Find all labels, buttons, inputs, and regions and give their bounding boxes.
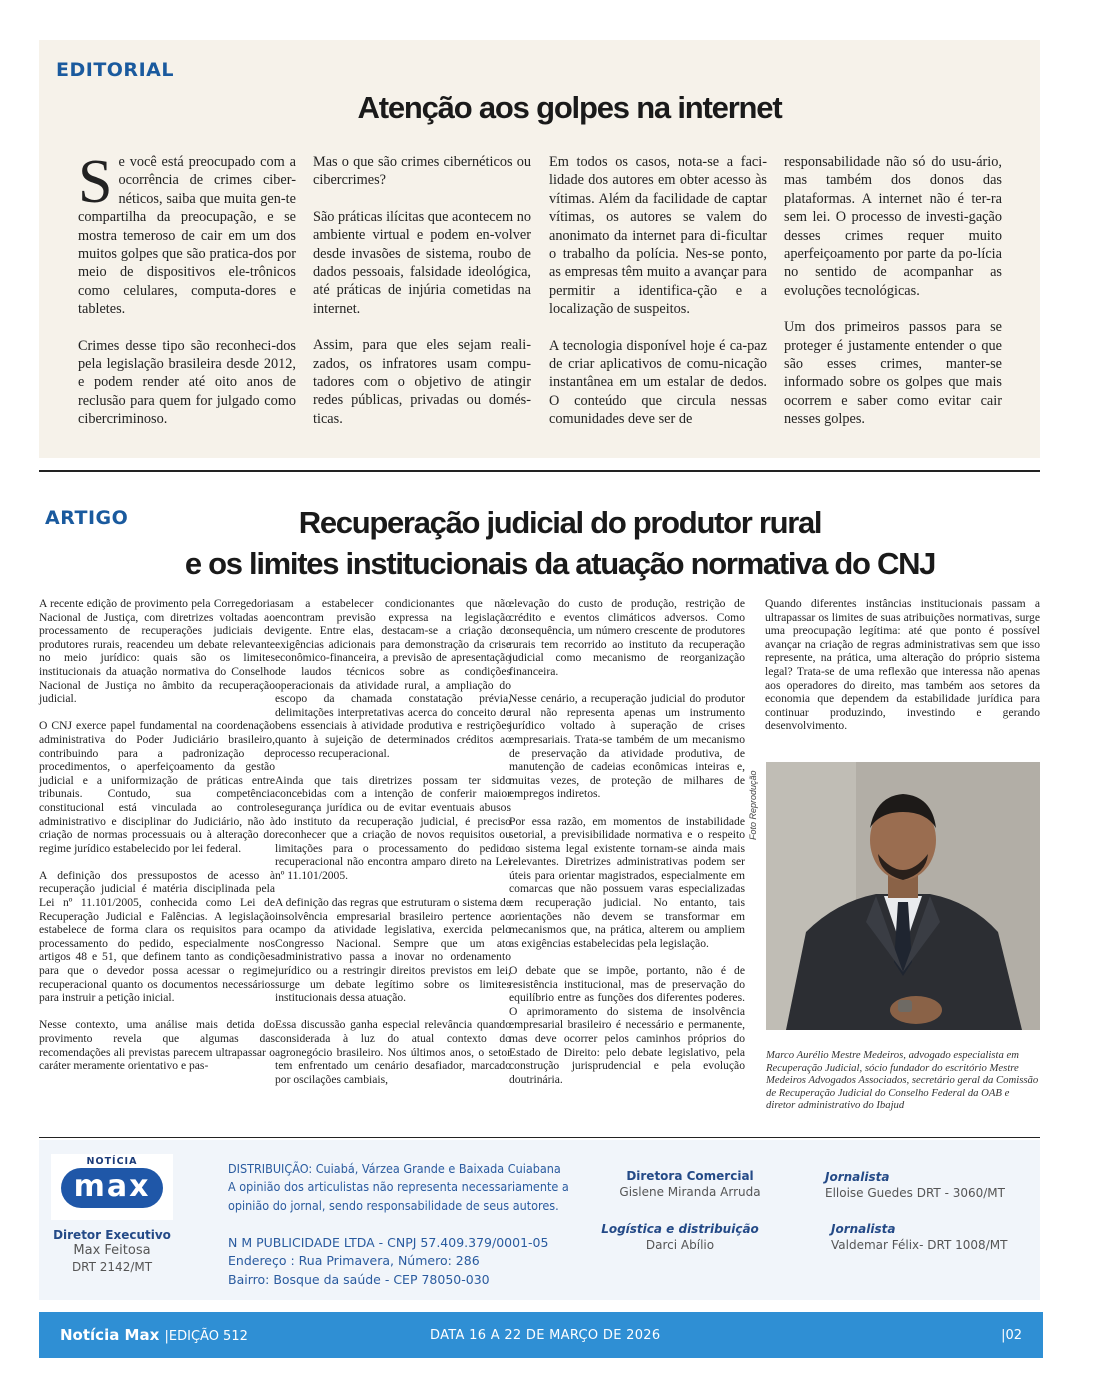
distribution-value: Cuiabá, Várzea Grande e Baixada Cuiabana [315,1161,561,1176]
artigo-paragraph: O CNJ exerce papel fundamental na coordenação administrativa do Poder Judiciário brasileiro, contribuindo para a padronização de procedimentos, o aperfeiçoamento da gestão judicial e a uniformização de práticas entre tribunais. Contudo, sua competência constitucional está vinculada ao controle administrativo e disciplinar do Judiciário, não à criação de normas processuais ou à alteração do regime jurídico estabelecido por lei federal. [39,719,275,855]
logo-top-text: NOTÍCIA [86,1156,138,1167]
editorial-paragraph: A tecnologia disponível hoje é ca-paz de criar aplicativos de comu-nicação instantânea em um estalar de dedos. O conteúdo que circula nessas comunidades deve ser de [549,337,767,428]
commercial-block [595,1168,785,1200]
editorial-column-4 [784,153,1002,429]
director-name: Max Feitosa [73,1243,151,1258]
artigo-paragraph: A recente edição de provimento pela Corregedoria Nacional de Justiça, com diretrizes voltadas ao processamento de recuperações judiciais de produtores rurais, reacendeu um debate relevante no meio jurídico: quais são os limites institucionais da atuação normativa do Conselho Nacional de Justiça no âmbito da recuperação judicial. [39,597,275,706]
editorial-label: EDITORIAL [56,59,174,81]
editorial-column-1 [78,148,296,429]
journalist-1-block [825,1169,1025,1201]
journalist-1-role: Jornalista [825,1170,890,1184]
commercial-role: Diretora Comercial [626,1169,754,1183]
page-footer-bar [39,1312,1043,1358]
noticia-max-logo[interactable] [51,1154,173,1220]
editorial-paragraph: Em todos os casos, nota-se a faci-lidade dos autores em obter acesso às vítimas. Além da facilidade de captar vítimas, os autores se valem do anonimato da internet para di-ficultar o trabalho da polícia. Nes-se ponto, as empresas têm muito a avançar para permitir a identifica-ção e a localização de suspeitos. [549,154,767,318]
drop-cap: S [78,148,113,216]
artigo-paragraph: Por essa razão, em momentos de instabilidade setorial, a previsibilidade normativa e o respeito ao sistema legal existente tornam-se ainda mais relevantes. Diretrizes administrativas podem ser úteis para orientar magistrados, especialmente em comarcas que não possuem varas especializadas em recuperação judicial. No entanto, tais orientações não devem se transformar em mecanismos que, na prática, alterem ou ampliem as exigências estabelecidas pela legislação. [509,814,745,950]
editorial-columns [78,148,1002,453]
logistics-role: Logística e distribuição [601,1222,759,1236]
author-portrait-illustration [766,762,1040,1030]
masthead-info [39,1140,1040,1300]
artigo-paragraph: sam a estabelecer condicionantes que não encontram previsão expressa na legislação vigente. Entre elas, destacam-se a criação de exigências adicionais para demonstração da crise econômico-financeira, a previsão de apresentação de laudos técnicos sobre as condições operacionais da atividade rural, a ampliação do escopo da chamada constatação prévia, delimitações interpretativas acerca do conceito de bens essenciais à atividade produtiva e restrições quanto à sujeição de determinados créditos ao processo recuperacional. [275,597,511,760]
footer-brand [60,1326,248,1344]
photo-credit: Foto Reprodução [748,770,758,840]
footer-edition: |EDIÇÃO 512 [164,1329,248,1344]
editorial-paragraph: Mas o que são crimes cibernéticos ou cibercrimes? [313,154,531,189]
director-drt: DRT 2142/MT [71,1260,153,1274]
editorial-title: Atenção aos golpes na internet [357,90,782,125]
distribution-block [228,1160,580,1215]
journalist-1-name: Elloise Guedes DRT - 3060/MT [825,1186,1005,1200]
photo-caption: Marco Aurélio Mestre Medeiros, advogado especialista em Recuperação Judicial, sócio fundador do escritório Mestre Medeiros Advogados Associados, secretário geral da Comissão de Recuperação Judicial do Conselho Federal da OAB e diretor administrativo do Ibajud [766,1049,1039,1112]
journalist-2-role: Jornalista [831,1222,896,1236]
journalist-2-block [831,1221,1031,1253]
artigo-title-line-2: e os limites institucionais da atuação normativa do CNJ [184,546,936,581]
artigo-paragraph: O debate que se impõe, portanto, não é de resistência institucional, mas de preservação do equilíbrio entre as funções dos diferentes poderes. O aprimoramento do sistema de insolvência empresarial brasileiro é necessário e permanente, mas deve ocorrer pelos caminhos próprios do Estado de Direito: pelo debate legislativo, pela construção jurisprudencial e pela evolução doutrinária. [509,964,745,1086]
company-neighborhood: Bairro: Bosque da saúde - CEP 78050-030 [228,1271,490,1287]
artigo-paragraph: A definição das regras que estruturam o sistema de insolvência empresarial brasileiro pertence ao campo da atividade legislativa, exercida pelo Congresso Nacional. Sempre que um ato administrativo passa a inovar no ordenamento jurídico ou a restringir direitos previstos em lei, surge um debate legítimo sobre os limites institucionais dessa atuação. [275,896,511,1005]
company-name-cnpj: N M PUBLICIDADE LTDA - CNPJ 57.409.379/0001-05 [228,1235,549,1250]
editorial-paragraph: Assim, para que eles sejam reali-zados, os infratores usam compu-tadores com o objetivo de atingir redes públicas, privadas ou domés-ticas. [313,337,531,427]
artigo-column-4 [765,597,1040,733]
artigo-column-2 [275,597,511,1086]
editorial-paragraph: São práticas ilícitas que acontecem no ambiente virtual e podem en-volver desde invasões de sistema, roubo de dados pessoais, falsidade ideológica, até práticas de injúria cometidas na internet. [313,208,531,317]
artigo-paragraph: Ainda que tais diretrizes possam ter sido concebidas com a intenção de conferir maior segurança jurídica ou de evitar eventuais abusos do instituto da recuperação judicial, é preciso reconhecer que a criação de novos requisitos ou limitações para o processamento do pedido recuperacional não encontra amparo direto na Lei nº 11.101/2005. [275,773,511,882]
editorial-paragraph: Crimes desse tipo são reconheci-dos pela legislação brasileira desde 2012, e podem render até oito anos de reclusão para quem for julgado como cibercriminoso. [78,337,296,428]
artigo-paragraph: Quando diferentes instâncias institucionais passam a ultrapassar os limites de suas atribuições normativas, surge uma preocupação legítima: até que ponto é possível avançar na criação de regras administrativas sem que isso represente, na prática, uma alteração do próprio sistema legal? Trata-se de uma reflexão que interessa não apenas aos operadores do direito, mas também aos setores da economia que dependem da estabilidade jurídica para continuar produzindo, investindo e gerando desenvolvimento. [765,597,1040,733]
editorial-paragraph: Um dos primeiros passos para se proteger é justamente entender o que são esses crimes, manter-se informado sobre os golpes que mais ocorrem e saber como evitar cair nesses golpes. [784,319,1002,428]
artigo-title-line-1: Recuperação judicial do produtor rural [298,505,822,540]
artigo-paragraph: Essa discussão ganha especial relevância quando considerada à luz do atual contexto do agronegócio brasileiro. Nos últimos anos, o setor tem enfrentado um cenário desafiador, marcado por oscilações cambiais, [275,1018,511,1086]
footer-date: DATA 16 A 22 DE MARÇO DE 2026 [430,1328,661,1343]
disclaimer: A opinião dos articulistas não representa necessariamente a opinião do jornal, sendo responsabilidade de seus autores. [228,1179,569,1213]
artigo-paragraph: A definição dos pressupostos de acesso à recuperação judicial é matéria disciplinada pela Lei nº 11.101/2005, conhecida como Lei de Recuperação Judicial e Falências. A legislação estabelece de forma clara os requisitos para o processamento do pedido, especialmente nos artigos 48 e 51, que definem tanto as condições para que o devedor possa acessar o regime recuperacional quanto os documentos necessários para instruir a petição inicial. [39,868,275,1005]
artigo-label: ARTIGO [45,507,129,529]
artigo-paragraph: Nesse contexto, uma análise mais detida do provimento revela que algumas das recomendações ali previstas parecem ultrapassar o caráter meramente orientativo e pas- [39,1018,275,1073]
commercial-name: Gislene Miranda Arruda [619,1185,761,1199]
company-address: Endereço : Rua Primavera, Número: 286 [228,1253,480,1269]
logistics-name: Darci Abílio [645,1238,715,1252]
company-block [228,1234,580,1289]
artigo-paragraph: Nesse cenário, a recuperação judicial do produtor rural não representa apenas um instrumento jurídico voltado à superação de crises empresariais. Trata-se também de um mecanismo de preservação da atividade produtiva, de manutenção de cadeias econômicas inteiras e, muitas vezes, de proteção de milhares de empregos indiretos. [509,692,745,801]
artigo-paragraph: elevação do custo de produção, restrição de crédito e eventos climáticos adversos. Como consequência, um número crescente de produtores rurais tem recorrido ao instituto da recuperação judicial como mecanismo de reorganização financeira. [509,597,745,678]
director-role: Diretor Executivo [53,1228,171,1242]
director-block [43,1227,181,1275]
editorial-section [39,40,1040,458]
logo-main-text: max [61,1168,163,1208]
journalist-2-name: Valdemar Félix- DRT 1008/MT [831,1238,1008,1252]
editorial-column-3 [549,153,767,429]
editorial-paragraph: Se você está preocupado com a ocorrência de crimes ciber-néticos, saiba que muita gen-te compartilha da preocupação, e se mostra temeroso de cair em um dos muitos golpes que são pratica-dos por meio de dispositivos ele-trônicos como celulares, computa-dores e tabletes. [78,148,296,318]
page-number: |02 [1001,1328,1022,1343]
artigo-column-1 [39,597,275,1073]
distribution-label: DISTRIBUIÇÃO: [228,1161,313,1176]
editorial-column-2 [313,153,531,428]
footer-brand-name: Notícia Max [60,1326,160,1344]
section-divider [39,470,1040,472]
artigo-column-3 [509,597,745,1086]
editorial-paragraph: responsabilidade não só do usu-ário, mas também dos donos das plataformas. A internet não é ter-ra sem lei. O processo de investi-gação desses crimes requer muito aperfeiçoamento por parte da po-lícia no sentido de acompanhar as evoluções tecnológicas. [784,154,1002,299]
author-photo [766,762,1040,1030]
footer-divider [39,1137,1040,1138]
artigo-title [60,502,1060,584]
logistics-block [585,1221,775,1253]
